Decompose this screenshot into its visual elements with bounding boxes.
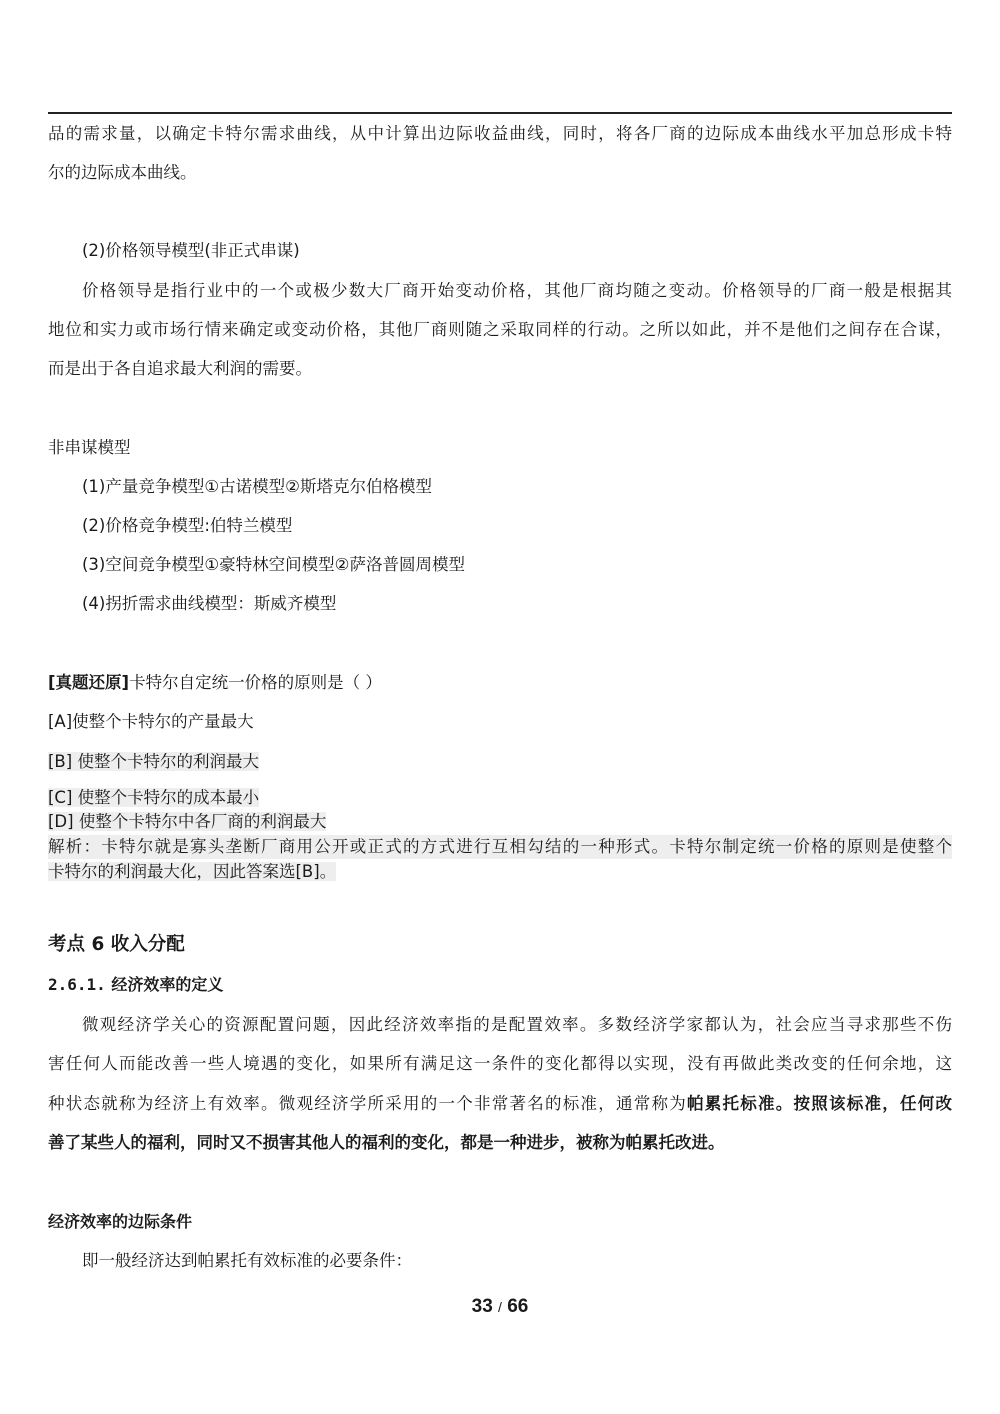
paragraph-line: 品的需求量，以确定卡特尔需求曲线，从中计算出边际收益曲线，同时，将各厂商的边际成本曲线水平加总形成卡特 [48, 124, 952, 143]
paragraph-line [48, 1092, 952, 1116]
page-current: 33 [471, 1296, 493, 1317]
header-rule [48, 112, 952, 114]
list-item: (3)空间竞争模型①豪特林空间模型②萨洛普圆周模型 [82, 555, 465, 574]
paragraph-line: 微观经济学关心的资源配置问题，因此经济效率指的是配置效率。多数经济学家都认为，社会应当寻求那些不伤 [82, 1015, 952, 1034]
exam-tag: [真题还原] [48, 673, 130, 692]
paragraph-line: 地位和实力或市场行情来确定或变动价格，其他厂商则随之采取同样的行动。之所以如此，并不是他们之间存在合谋， [48, 320, 952, 339]
paragraph-line: 价格领导是指行业中的一个或极少数大厂商开始变动价格，其他厂商均随之变动。价格领导的厂商一般是根据其 [82, 281, 952, 300]
pareto-standard-text: 帕累托标准。按照该标准，任何改 [687, 1094, 952, 1113]
paragraph-line [48, 1131, 952, 1155]
exam-analysis-line [48, 860, 952, 884]
exam-option-d-text: [D] 使整个卡特尔中各厂商的利润最大 [48, 812, 327, 831]
list-item: (1)产量竞争模型①古诺模型②斯塔克尔伯格模型 [82, 477, 432, 496]
pareto-improvement-text: 善了某些人的福利，同时又不损害其他人的福利的变化，都是一种进步，被称为帕累托改进。 [48, 1133, 725, 1152]
list-item: (2)价格竞争模型:伯特兰模型 [82, 516, 293, 535]
non-collusion-title: 非串谋模型 [48, 438, 131, 457]
exam-question-text: 卡特尔自定统一价格的原则是（ ） [129, 673, 382, 692]
paragraph-text: 种状态就称为经济上有效率。微观经济学所采用的一个非常著名的标准，通常称为 [48, 1094, 687, 1113]
exam-analysis-line: 解析：卡特尔就是寡头垄断厂商用公开或正式的方式进行互相勾结的一种形式。卡特尔制定统一价格的原则是使整个 [48, 835, 952, 859]
subsection-title [48, 973, 952, 997]
section-title: 考点 6 收入分配 [48, 934, 185, 955]
subsection-number: 2.6.1. [48, 975, 106, 994]
page-total: 66 [507, 1296, 529, 1317]
paragraph-line: 尔的边际成本曲线。 [48, 163, 197, 182]
exam-question [48, 671, 952, 695]
paragraph-line: 害任何人而能改善一些人境遇的变化，如果所有满足这一条件的变化都得以实现，没有再做此类改变的任何余地，这 [48, 1054, 952, 1073]
paragraph-line: 而是出于各自追求最大利润的需要。 [48, 359, 312, 378]
exam-option-d [48, 810, 952, 834]
page-separator: / [498, 1299, 502, 1315]
list-item: (4)拐折需求曲线模型：斯威齐模型 [82, 594, 337, 613]
exam-option-c [48, 786, 952, 810]
exam-analysis-text: 卡特尔的利润最大化，因此答案选[B]。 [48, 862, 337, 881]
exam-option-c-text: [C] 使整个卡特尔的成本最小 [48, 788, 260, 807]
exam-option-a: [A]使整个卡特尔的产量最大 [48, 712, 254, 731]
paragraph-line: 即一般经济达到帕累托有效标准的必要条件： [82, 1251, 412, 1270]
price-leader-heading: (2)价格领导模型(非正式串谋) [82, 241, 300, 260]
marginal-conditions-title: 经济效率的边际条件 [48, 1212, 193, 1231]
page-number [0, 1296, 1000, 1318]
subsection-text: 经济效率的定义 [111, 975, 224, 994]
exam-option-b [48, 750, 952, 774]
exam-option-b-text: [B] 使整个卡特尔的利润最大 [48, 752, 259, 771]
